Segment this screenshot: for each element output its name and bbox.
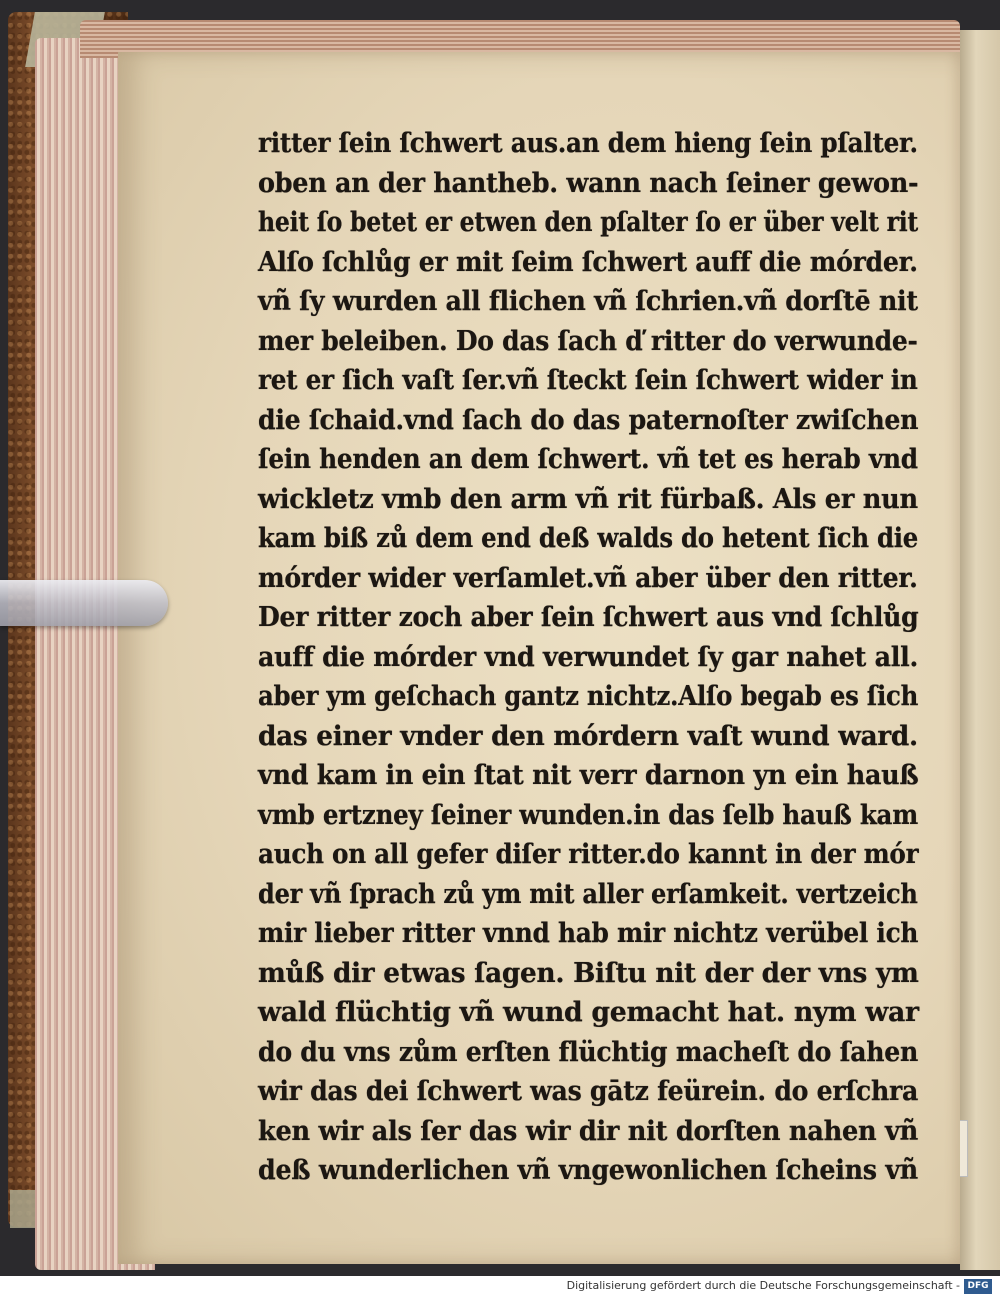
text-line: můß dir etwas ſagen. Biſtu nit der der vns ym [258, 957, 919, 989]
text-line: heit ſo betet er etwen den pſalter ſo er über velt rit [258, 207, 919, 238]
text-line: ken wir als ſer das wir dir nit dorſten nahen vñ [258, 1115, 918, 1147]
text-line: do du vns zům erſten flüchtig macheſt do ſahen [258, 1036, 919, 1068]
text-line: mórder wider verſamlet.vñ aber über den ritter. [258, 562, 918, 594]
text-line: ritter ſein ſchwert aus.an dem hieng ſein pſalter. [258, 128, 918, 159]
plexiglass-page-holder [0, 580, 168, 626]
text-line: mir lieber ritter vnnd hab mir nichtz verübel ich [258, 918, 919, 949]
text-line: aber ym geſchach gantz nichtz.Alſo begab es ſich [258, 681, 919, 712]
page-text [258, 124, 918, 1191]
text-line: oben an der hantheb. wann nach ſeiner gewon- [258, 167, 919, 199]
text-line: ret er ſich vaſt ſer.vñ ſteckt ſein ſchwert wider in [258, 365, 918, 396]
text-line: vmb ertzney ſeiner wunden.in das ſelb hauß kam [258, 799, 918, 831]
text-line: mer beleiben. Do das ſach ď ritter do verwunde- [258, 325, 918, 357]
text-line: deß wunderlichen vñ vngewonlichen ſcheins vñ [258, 1155, 918, 1186]
text-line: Der ritter zoch aber ſein ſchwert aus vnd ſchlůg [258, 602, 919, 633]
text-line: die ſchaid.vnd ſach do das paternoſter zwiſchen [258, 404, 919, 436]
text-line: kam biß zů dem end deß walds do hetent ſich die [258, 523, 919, 554]
text-line: wickletz vmb den arm vñ rit fürbaß. Als er nun [258, 483, 918, 515]
text-line: vñ ſy wurden all flichen vñ ſchrien.vñ dorſtē nit [258, 286, 918, 317]
footer-bar [0, 1276, 1000, 1298]
text-line: vnd kam in ein ſtat nit verr darnon yn ein hauß [258, 760, 919, 791]
text-line: wir das dei ſchwert was gātz feürein. do erſchra [258, 1076, 918, 1107]
facing-page-edge [960, 30, 1000, 1270]
text-line: auff die mórder vnd verwundet ſy gar nahet all. [258, 641, 919, 673]
text-line: ſein henden an dem ſchwert. vñ tet es herab vnd [258, 444, 918, 475]
book-page [118, 52, 960, 1264]
text-line: auch on all gefer diſer ritter.do kannt in der mór [258, 839, 919, 870]
dfg-logo: DFG [964, 1279, 992, 1294]
text-line: der vñ ſprach zů ym mit aller erſamkeit. vertzeich [258, 878, 918, 910]
funding-credit: Digitalisierung gefördert durch die Deutsche Forschungsgemeinschaft - [566, 1279, 960, 1292]
text-line: das einer vnder den mórdern vaſt wund ward. [258, 720, 918, 752]
text-line: Alſo ſchlůg er mit ſeim ſchwert auff die mórder. [258, 246, 918, 278]
text-line: wald flüchtig vñ wund gemacht hat. nym war [258, 997, 919, 1028]
